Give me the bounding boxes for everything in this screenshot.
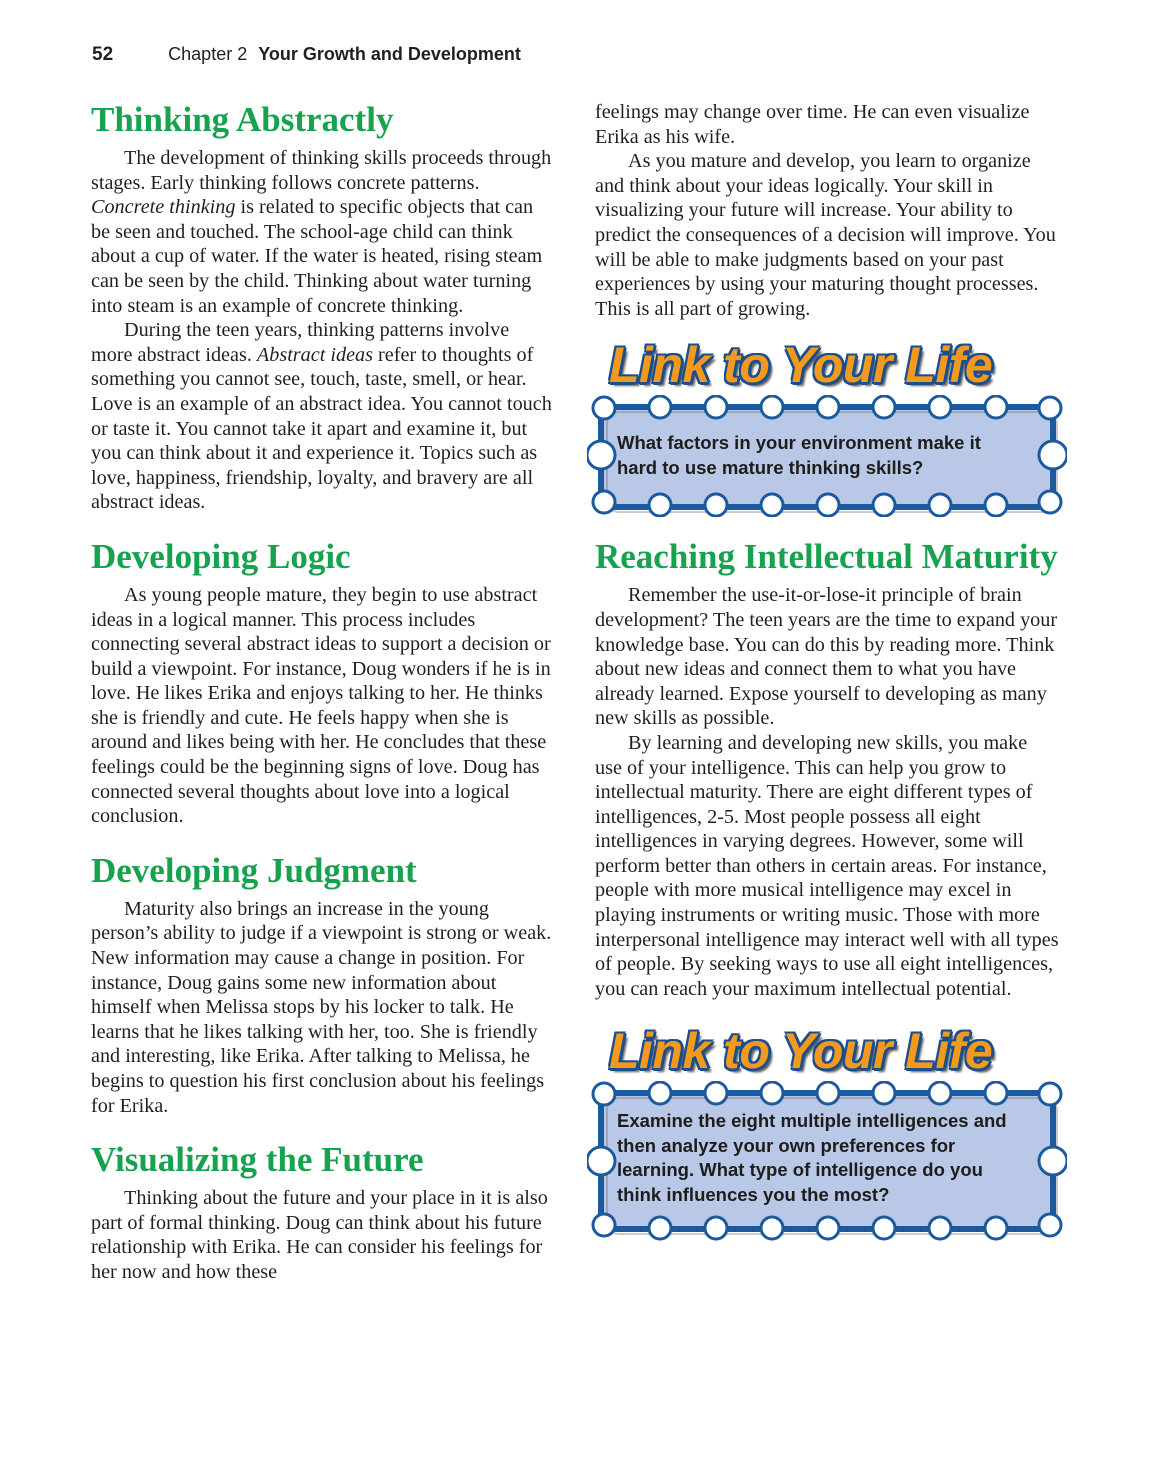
section-visualizing-future [91, 1140, 555, 1284]
section-developing-logic [91, 537, 555, 829]
section-thinking-abstractly [91, 100, 555, 515]
link-box-frame [587, 1081, 1067, 1241]
heading-developing-judgment: Developing Judgment [91, 850, 417, 890]
link-to-your-life-banner: Link to Your Life [609, 337, 993, 394]
link-to-your-life-box-2 [587, 1023, 1067, 1241]
link-box-question: Examine the eight multiple intelligences and then analyze your own preferences for learning. What type of intelligence do you think influences you the most? [617, 1110, 1007, 1205]
chapter-label: Chapter 2 [168, 44, 248, 64]
paragraph: Maturity also brings an increase in the young person’s ability to judge if a viewpoint is strong or weak. New information may cause a change in position. For instance, Doug gains some new information about himself when Melissa stops by his locker to talk. He learns that he likes talking with her, too. She is friendly and interesting, like Erika. After talking to Melissa, he begins to question his first conclusion about his feelings for Erika. [91, 897, 552, 1117]
link-to-your-life-box-1 [587, 337, 1067, 517]
paragraph: By learning and developing new skills, you make use of your intelligence. This can help you grow to intellectual maturity. There are eight different types of intelligences, 2-5. Most people possess all eight intelligences in varying degrees. However, some will perform better than others in certain areas. For instance, people with more musical intelligence may excel in playing instruments or writing music. Those with more interpersonal intelligence may interact well with all types of people. By seeking ways to use all eight intelligences, you can reach your maximum intellectual potential. [595, 731, 1059, 1000]
left-column [91, 100, 555, 1307]
chapter-title: Your Growth and Development [258, 44, 521, 64]
paragraph: As young people mature, they begin to use abstract ideas in a logical manner. This process includes connecting several abstract ideas to support a decision or build a viewpoint. For instance, Doug wonders if he is in love. He likes Erika and enjoys talking to her. He thinks she is friendly and cute. He feels happy when she is around and likes being with her. He concludes that these feelings could be the beginning signs of love. Doug has connected several thoughts about love into a logical conclusion. [91, 583, 551, 828]
paragraph-continued: feelings may change over time. He can even visualize Erika as his wife. [595, 101, 1030, 148]
page-number: 52 [92, 44, 114, 65]
section-developing-judgment [91, 851, 555, 1118]
link-box-question: What factors in your environment make it hard to use mature thinking skills? [617, 432, 981, 478]
term-concrete-thinking: Concrete thinking [91, 196, 236, 219]
heading-visualizing-future: Visualizing the Future [91, 1140, 424, 1180]
page-header [92, 44, 521, 66]
link-box-frame [587, 395, 1067, 517]
paragraph: Thinking about the future and your place in it is also part of formal thinking. Doug can think about his future relationship with Erika. He can consider his feelings for her now and how these [91, 1187, 548, 1283]
section-reaching-maturity [595, 537, 1059, 1001]
paragraph: The development of thinking skills proceeds through stages. Early thinking follows concrete patterns. Concrete thinking is related to specific objects that can be seen and touched. The school-age child can think about a cup of water. If the water is heated, rising steam can be seen by the child. Thinking about water turning into steam is an example of concrete thinking. [91, 147, 552, 317]
paragraph: During the teen years, thinking patterns involve more abstract ideas. Abstract ideas refer to thoughts of something you cannot see, touch, taste, smell, or hear. Love is an example of an abstract idea. You cannot touch or taste it. You cannot take it apart and examine it, but you can think about it and experience it. Topics such as love, happiness, friendship, loyalty, and bravery are all abstract ideas. [91, 319, 552, 514]
paragraph: As you mature and develop, you learn to organize and think about your ideas logically. Your skill in visualizing your future will increase. Your ability to predict the consequences of a decision will improve. You will be able to make judgments based on your past experiences by using your maturing thought processes. This is all part of growing. [595, 150, 1056, 320]
paragraph: Remember the use-it-or-lose-it principle of brain development? The teen years are the time to expand your knowledge base. You can do this by reading more. Think about new ideas and connect them to what you have already learned. Expose yourself to developing as many new skills as possible. [595, 584, 1058, 730]
heading-thinking-abstractly: Thinking Abstractly [91, 100, 394, 139]
link-to-your-life-banner: Link to Your Life [609, 1023, 993, 1080]
right-column [595, 100, 1059, 1241]
term-abstract-ideas: Abstract ideas [256, 343, 373, 366]
heading-reaching-maturity: Reaching Intellectual Maturity [595, 537, 1058, 577]
heading-developing-logic: Developing Logic [91, 536, 351, 576]
